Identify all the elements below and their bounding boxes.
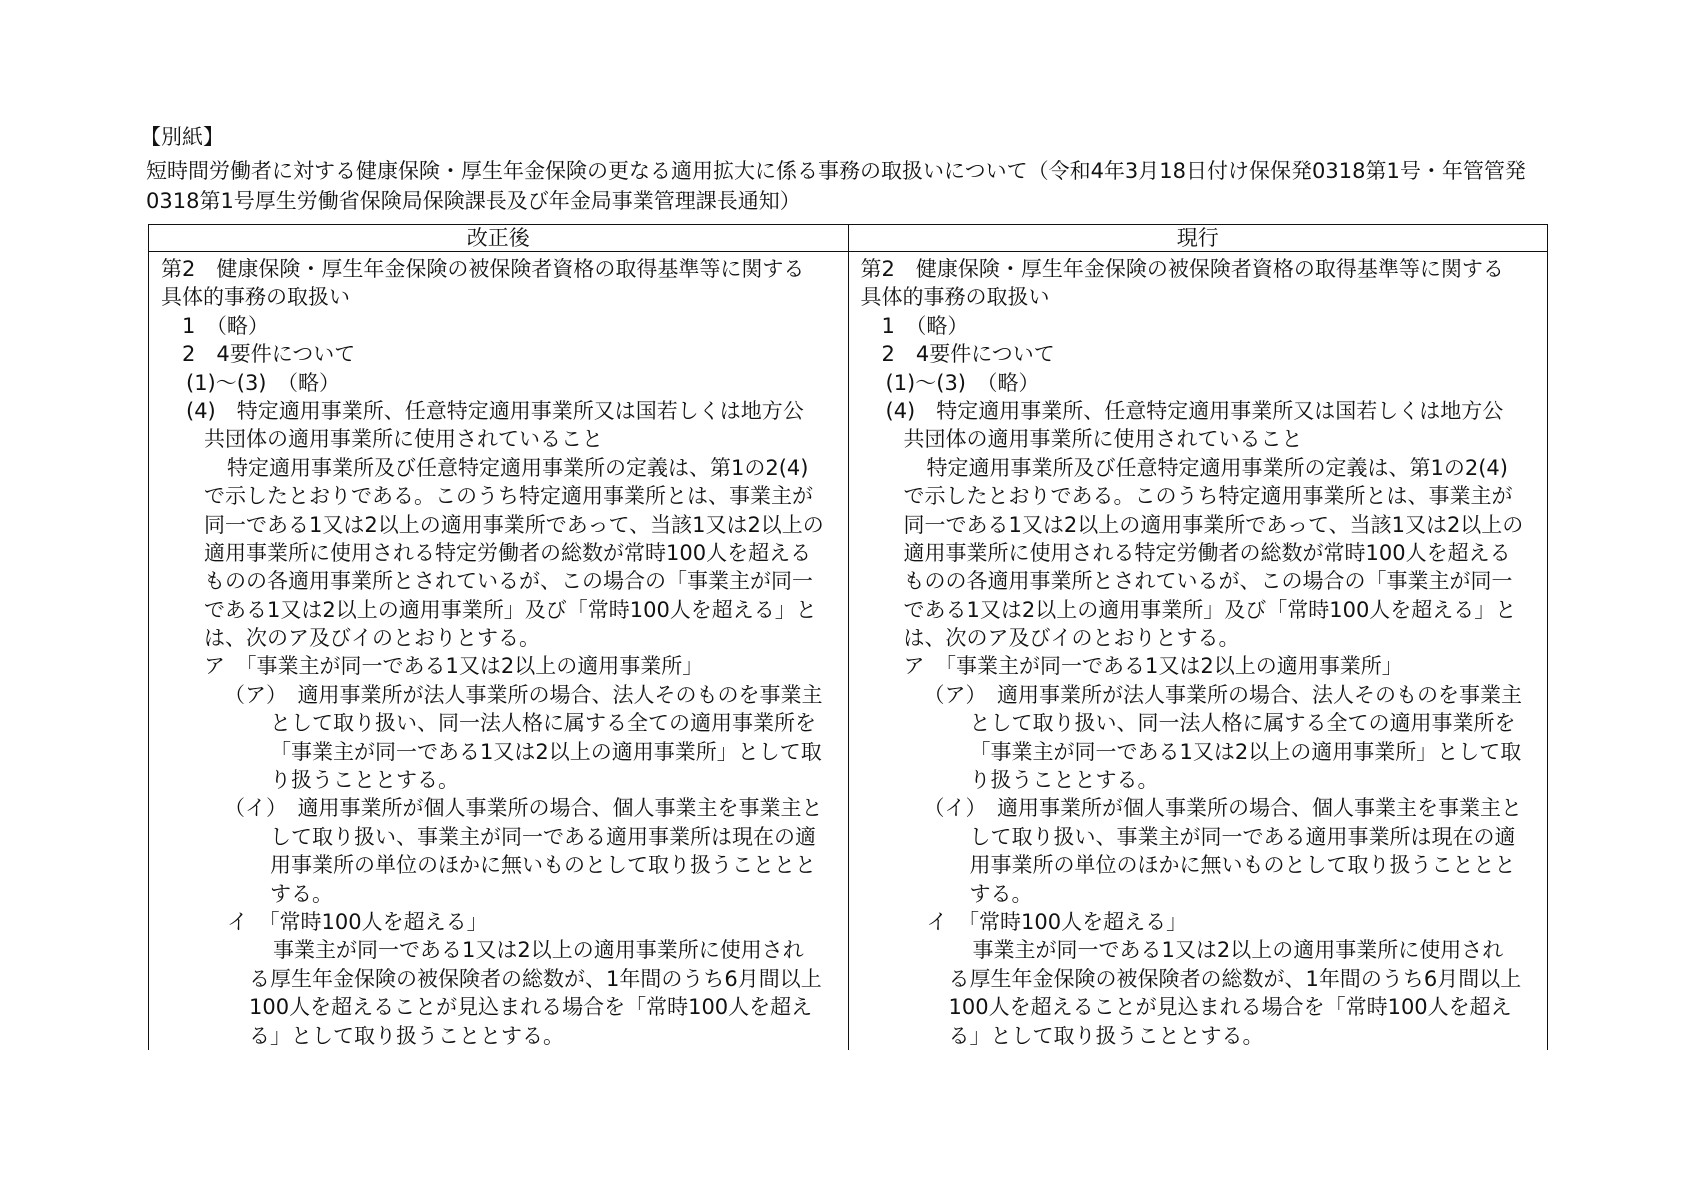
text-line: 「事業主が同一である1又は2以上の適用事業所」として取 bbox=[969, 739, 1522, 764]
text-line: 事業主が同一である1又は2以上の適用事業所に使用され bbox=[972, 938, 1504, 963]
text-line: 具体的事務の取扱い bbox=[860, 285, 1050, 310]
text-line: （ア） 適用事業所が法人事業所の場合、法人そのものを事業主 bbox=[224, 682, 823, 707]
text-line: 特定適用事業所及び任意特定適用事業所の定義は、第1の2(4) bbox=[227, 455, 809, 480]
text-line: ア 「事業主が同一である1又は2以上の適用事業所」 bbox=[204, 654, 704, 679]
text-line: として取り扱い、同一法人格に属する全ての適用事業所を bbox=[969, 711, 1516, 736]
text-line: イ 「常時100人を超える」 bbox=[227, 909, 488, 934]
text-line: 2 4要件について bbox=[182, 342, 356, 367]
text-line: 適用事業所に使用される特定労働者の総数が常時100人を超える bbox=[903, 540, 1511, 565]
text-line: り扱うこととする。 bbox=[969, 768, 1159, 793]
text-line: は、次のア及びイのとおりとする。 bbox=[903, 626, 1240, 651]
text-line: して取り扱い、事業主が同一である適用事業所は現在の適 bbox=[270, 824, 816, 849]
text-line: ア 「事業主が同一である1又は2以上の適用事業所」 bbox=[903, 654, 1403, 679]
text-line: イ 「常時100人を超える」 bbox=[926, 909, 1188, 934]
text-line: (4) 特定適用事業所、任意特定適用事業所又は国若しくは地方公 bbox=[186, 398, 804, 423]
text-line: 同一である1又は2以上の適用事業所であって、当該1又は2以上の bbox=[204, 512, 824, 537]
revised-text bbox=[149, 252, 848, 1050]
text-line: である1又は2以上の適用事業所」及び「常時100人を超える」と bbox=[903, 597, 1517, 622]
current-cell bbox=[848, 252, 1548, 1050]
text-line: 適用事業所に使用される特定労働者の総数が常時100人を超える bbox=[204, 540, 812, 565]
text-line: (4) 特定適用事業所、任意特定適用事業所又は国若しくは地方公 bbox=[885, 398, 1504, 423]
text-line: 2 4要件について bbox=[881, 342, 1055, 367]
text-line: (1)～(3) （略） bbox=[186, 370, 340, 395]
text-line: り扱うこととする。 bbox=[270, 768, 459, 793]
text-line: (1)～(3) （略） bbox=[885, 370, 1040, 395]
text-line: 第2 健康保険・厚生年金保険の被保険者資格の取得基準等に関する bbox=[860, 257, 1504, 281]
text-line: ものの各適用事業所とされているが、この場合の「事業主が同一 bbox=[204, 569, 813, 594]
column-header-current: 現行 bbox=[848, 225, 1548, 252]
text-line: は、次のア及びイのとおりとする。 bbox=[204, 626, 540, 651]
text-line: る」として取り扱うこととする。 bbox=[948, 1023, 1264, 1048]
text-line: ものの各適用事業所とされているが、この場合の「事業主が同一 bbox=[903, 569, 1513, 594]
text-line: （ア） 適用事業所が法人事業所の場合、法人そのものを事業主 bbox=[923, 682, 1522, 707]
text-line: る」として取り扱うこととする。 bbox=[249, 1023, 564, 1048]
text-line: で示したとおりである。このうち特定適用事業所とは、事業主が bbox=[204, 484, 813, 509]
text-line: 共団体の適用事業所に使用されていること bbox=[204, 427, 603, 452]
text-line: 第2 健康保険・厚生年金保険の被保険者資格の取得基準等に関する bbox=[161, 257, 805, 281]
current-text bbox=[849, 252, 1548, 1050]
comparison-table bbox=[148, 224, 1548, 1050]
text-line: で示したとおりである。このうち特定適用事業所とは、事業主が bbox=[903, 484, 1513, 509]
attachment-label: 【別紙】 bbox=[140, 125, 224, 149]
text-line: である1又は2以上の適用事業所」及び「常時100人を超える」と bbox=[204, 597, 817, 622]
text-line: （イ） 適用事業所が個人事業所の場合、個人事業主を事業主と bbox=[923, 796, 1522, 821]
document-title-line-2: 0318第1号厚生労働省保険局保険課長及び年金局事業管理課長通知） bbox=[146, 189, 801, 213]
text-line: 同一である1又は2以上の適用事業所であって、当該1又は2以上の bbox=[903, 512, 1524, 537]
text-line: 100人を超えることが見込まれる場合を「常時100人を超え bbox=[948, 995, 1512, 1020]
text-line: 100人を超えることが見込まれる場合を「常時100人を超え bbox=[249, 995, 813, 1020]
text-line: 事業主が同一である1又は2以上の適用事業所に使用され bbox=[273, 938, 804, 963]
text-line: 用事業所の単位のほかに無いものとして取り扱うこととと bbox=[270, 853, 816, 878]
text-line: 「事業主が同一である1又は2以上の適用事業所」として取 bbox=[270, 739, 822, 764]
text-line: 特定適用事業所及び任意特定適用事業所の定義は、第1の2(4) bbox=[926, 455, 1508, 480]
text-line: る厚生年金保険の被保険者の総数が、1年間のうち6月間以上 bbox=[249, 966, 822, 991]
text-line: する。 bbox=[969, 881, 1033, 906]
column-header-revised: 改正後 bbox=[149, 225, 849, 252]
text-line: として取り扱い、同一法人格に属する全ての適用事業所を bbox=[270, 711, 816, 736]
revised-cell bbox=[149, 252, 849, 1050]
text-line: 1 （略） bbox=[881, 313, 969, 338]
text-line: 具体的事務の取扱い bbox=[161, 285, 350, 310]
text-line: 共団体の適用事業所に使用されていること bbox=[903, 427, 1303, 452]
text-line: 用事業所の単位のほかに無いものとして取り扱うこととと bbox=[969, 853, 1516, 878]
text-line: して取り扱い、事業主が同一である適用事業所は現在の適 bbox=[969, 824, 1516, 849]
text-line: する。 bbox=[270, 881, 333, 906]
document-title-line-1: 短時間労働者に対する健康保険・厚生年金保険の更なる適用拡大に係る事務の取扱いについて（令和4年3月18日付け保保発0318第1号・年管管発 bbox=[146, 159, 1526, 183]
text-line: る厚生年金保険の被保険者の総数が、1年間のうち6月間以上 bbox=[948, 966, 1522, 991]
text-line: （イ） 適用事業所が個人事業所の場合、個人事業主を事業主と bbox=[224, 796, 823, 821]
text-line: 1 （略） bbox=[182, 313, 269, 338]
